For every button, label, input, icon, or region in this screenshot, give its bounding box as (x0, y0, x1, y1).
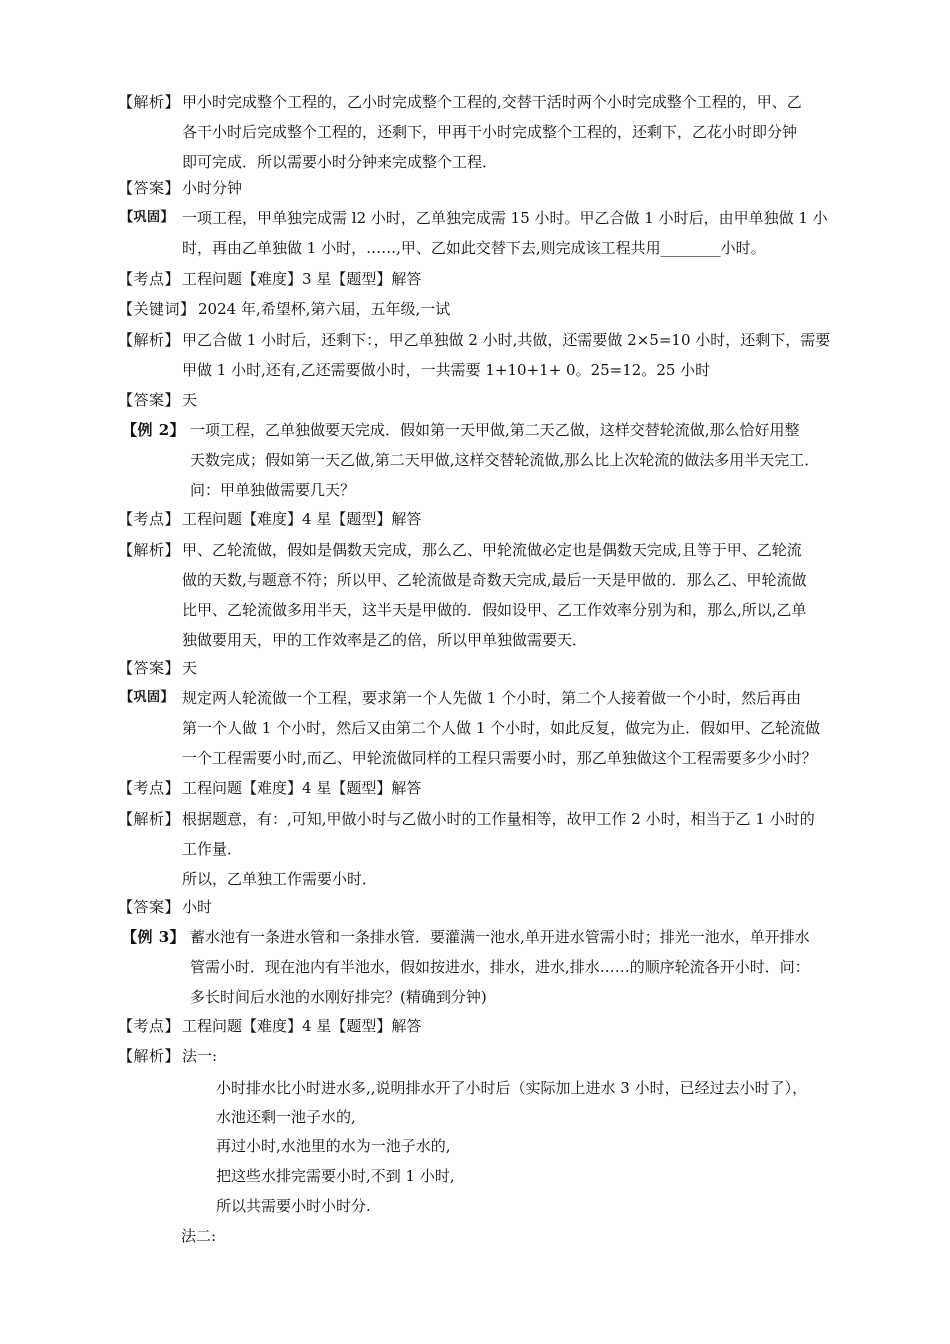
analysis-line: 甲做 1 小时,还有,乙还需要做小时，一共需要 1+10+1+ 0。25=12。25 小时 (182, 361, 711, 379)
method-one-line: 小时排水比小时进水多,,说明排水开了小时后（实际加上进水 3 小时，已经过去小时了）， (216, 1079, 808, 1097)
topic-tag: 【考点】 (118, 510, 181, 528)
practice-line: 第一个人做 1 个小时，然后又由第二个人做 1 个小时，如此反复，做完为止．假如甲、乙轮流做 (182, 719, 821, 737)
practice-block (118, 683, 888, 773)
answer-block (118, 653, 888, 683)
topic-block (118, 504, 888, 534)
answer-block (118, 385, 888, 415)
practice-tag: 【巩固】 (120, 690, 175, 705)
topic-line: 工程问题【难度】4 星【题型】解答 (182, 1017, 422, 1035)
analysis-block (118, 1041, 888, 1071)
example-line: 蓄水池有一条进水管和一条排水管．要灌满一池水,单开进水管需小时；排光一池水，单开排水 (190, 928, 810, 946)
practice-line: 时，再由乙单独做 1 小时，……,甲、乙如此交替下去,则完成该工程共用________小时。 (182, 239, 766, 257)
method-one-line: 把这些水排完需要小时,不到 1 小时, (216, 1167, 455, 1185)
example-line: 一项工程，乙单独做要天完成．假如第一天甲做,第二天乙做，这样交替轮流做,那么恰好用整 (190, 421, 800, 439)
answer-tag: 【答案】 (118, 391, 181, 409)
answer-block (118, 892, 888, 922)
analysis-block (118, 535, 888, 655)
analysis-line: 根据题意，有：,可知,甲做小时与乙做小时的工作量相等，故甲工作 2 小时，相当于乙 1 小时的 (182, 810, 815, 828)
keywords-line: 2024 年,希望杯,第六届，五年级,一试 (198, 300, 451, 318)
example-line: 多长时间后水池的水刚好排完？(精确到分钟) (190, 988, 487, 1006)
analysis-line: 做的天数,与题意不符；所以甲、乙轮流做是奇数天完成,最后一天是甲做的．那么乙、甲轮流做 (182, 571, 807, 589)
answer-block (118, 173, 888, 203)
analysis-line: 各干小时后完成整个工程的，还剩下，甲再干小时完成整个工程的，还剩下，乙花小时即分钟 (182, 123, 798, 141)
analysis-line: 所以，乙单独工作需要小时． (182, 870, 378, 888)
example-line: 问：甲单独做需要几天？ (190, 481, 356, 499)
answer-tag: 【答案】 (118, 898, 181, 916)
practice-tag: 【巩固】 (120, 210, 175, 225)
analysis-tag: 【解析】 (118, 93, 181, 111)
topic-line: 工程问题【难度】4 星【题型】解答 (182, 510, 422, 528)
practice-line: 一个工程需要小时,而乙、甲轮流做同样的工程只需要小时，那乙单独做这个工程需要多少小时？ (182, 749, 817, 767)
example-block (118, 415, 888, 505)
analysis-line: 甲乙合做 1 小时后，还剩下：，甲乙单独做 2 小时,共做，还需要做 2×5=10 小时，还剩下，需要 (182, 331, 831, 349)
practice-line: 规定两人轮流做一个工程，要求第一个人先做 1 个小时，第二个人接着做一个小时，然后再由 (182, 689, 802, 707)
analysis-block (118, 804, 888, 894)
topic-block (118, 773, 888, 803)
example-line: 管需小时．现在池内有半池水，假如按进水，排水，进水,排水……的顺序轮流各开小时．问： (190, 958, 810, 976)
topic-tag: 【考点】 (118, 779, 181, 797)
keywords-block (118, 294, 888, 324)
method-two-label: 法二: (181, 1227, 217, 1245)
analysis-line: 即可完成．所以需要小时分钟来完成整个工程． (182, 153, 498, 171)
answer-line: 小时分钟 (182, 179, 243, 197)
topic-line: 工程问题【难度】4 星【题型】解答 (182, 779, 422, 797)
method-one-label: 法一: (182, 1047, 218, 1065)
topic-tag: 【考点】 (118, 1017, 181, 1035)
analysis-block (118, 87, 888, 177)
example-tag: 【例 2】 (122, 421, 186, 439)
practice-line: 一项工程，甲单独完成需 l2 小时，乙单独完成需 15 小时。甲乙合做 1 小时后，由甲单独做 1 小 (182, 209, 828, 227)
topic-line: 工程问题【难度】3 星【题型】解答 (182, 270, 422, 288)
analysis-line: 甲小时完成整个工程的，乙小时完成整个工程的,交替干活时两个小时完成整个工程的，甲、乙 (182, 93, 802, 111)
topic-block (118, 264, 888, 294)
analysis-line: 甲、乙轮流做，假如是偶数天完成，那么乙、甲轮流做必定也是偶数天完成,且等于甲、乙轮流 (182, 541, 802, 559)
example-block (118, 922, 888, 1012)
practice-block (118, 203, 888, 263)
analysis-line: 独做要用天，甲的工作效率是乙的倍，所以甲单独做需要天． (182, 631, 588, 649)
method-one-line: 再过小时,水池里的水为一池子水的, (216, 1137, 451, 1155)
answer-tag: 【答案】 (118, 179, 181, 197)
analysis-block (118, 325, 888, 385)
analysis-line: 比甲、乙轮流做多用半天，这半天是甲做的．假如设甲、乙工作效率分别为和，那么,所以,乙单 (182, 601, 807, 619)
method-one-line: 水池还剩一池子水的, (216, 1108, 356, 1126)
analysis-tag: 【解析】 (118, 541, 181, 559)
analysis-tag: 【解析】 (118, 1047, 181, 1065)
answer-tag: 【答案】 (118, 659, 181, 677)
topic-tag: 【考点】 (118, 270, 181, 288)
analysis-tag: 【解析】 (118, 331, 181, 349)
keywords-tag: 【关键词】 (118, 300, 196, 318)
topic-block (118, 1011, 888, 1041)
analysis-tag: 【解析】 (118, 810, 181, 828)
example-line: 天数完成；假如第一天乙做,第二天甲做,这样交替轮流做,那么比上次轮流的做法多用半天完工． (190, 451, 820, 469)
answer-line: 天 (182, 659, 198, 677)
analysis-line: 工作量． (182, 840, 243, 858)
example-tag: 【例 3】 (122, 928, 186, 946)
method-one-line: 所以共需要小时小时分. (216, 1197, 371, 1215)
answer-line: 天 (182, 391, 198, 409)
answer-line: 小时 (182, 898, 213, 916)
